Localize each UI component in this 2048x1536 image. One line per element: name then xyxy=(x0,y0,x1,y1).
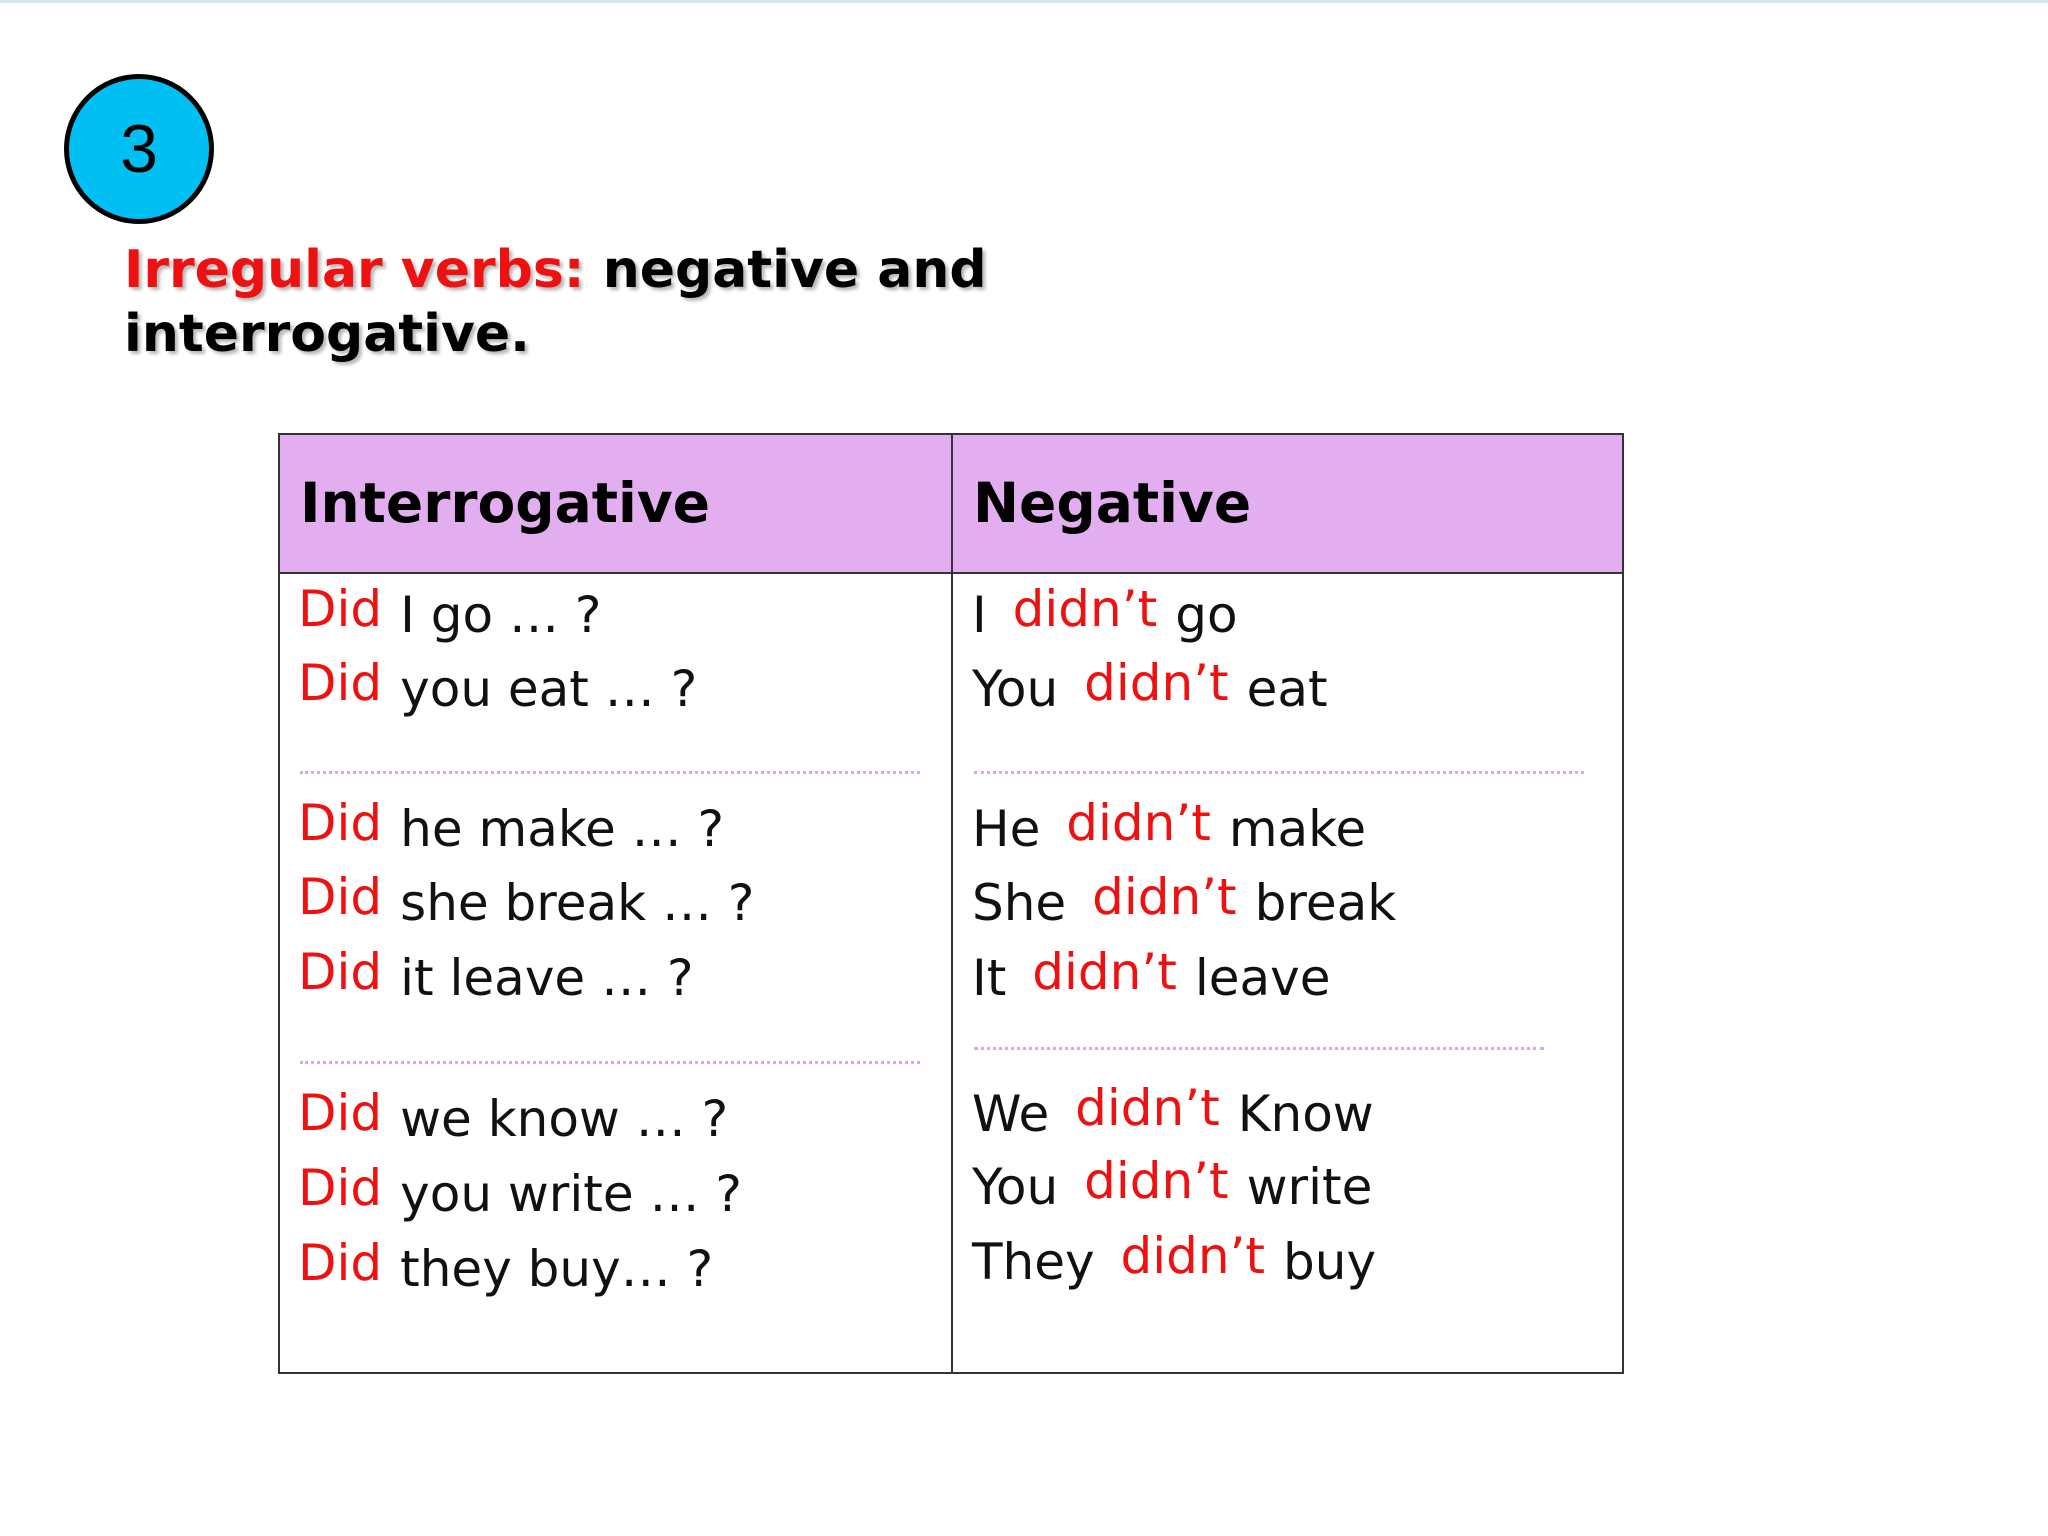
verb: Know xyxy=(1237,1085,1374,1143)
aux-didnt: didn’t xyxy=(1066,794,1211,852)
question-text: you write … ? xyxy=(400,1165,742,1223)
aux-didnt: didn’t xyxy=(1075,1079,1220,1137)
aux-did: Did xyxy=(298,794,383,852)
aux-did: Did xyxy=(298,580,383,638)
interrogative-row xyxy=(298,654,698,719)
question-text: he make … ? xyxy=(400,800,725,858)
verb: break xyxy=(1254,874,1397,932)
title-rest: negative and interrogative. xyxy=(124,240,987,364)
interrogative-row xyxy=(298,580,602,645)
title-highlight: Irregular verbs: xyxy=(124,240,585,300)
question-text: we know … ? xyxy=(400,1090,729,1148)
question-text: she break … ? xyxy=(400,874,755,932)
verb: buy xyxy=(1283,1233,1377,1291)
dotted-separator xyxy=(974,771,1584,774)
aux-didnt: didn’t xyxy=(1012,580,1158,638)
question-text: I go … ? xyxy=(400,586,602,644)
subject: You xyxy=(972,660,1075,718)
subject: They xyxy=(972,1233,1111,1291)
verb-table xyxy=(278,433,1624,1374)
dotted-separator xyxy=(974,1047,1544,1050)
verb: eat xyxy=(1246,660,1328,718)
subject: We xyxy=(972,1085,1066,1143)
negative-row xyxy=(972,654,1328,719)
subject: It xyxy=(972,949,1023,1007)
dotted-separator xyxy=(300,1061,920,1064)
negative-row xyxy=(972,580,1238,645)
negative-row xyxy=(972,794,1367,859)
question-text: you eat … ? xyxy=(400,660,698,718)
column-divider xyxy=(951,435,953,1372)
aux-did: Did xyxy=(298,1159,383,1217)
top-rule xyxy=(0,0,2048,3)
step-number-badge xyxy=(64,74,214,224)
negative-row xyxy=(972,1079,1374,1144)
aux-didnt: didn’t xyxy=(1092,868,1237,926)
step-number: 3 xyxy=(120,111,158,187)
aux-did: Did xyxy=(298,1084,383,1142)
interrogative-row xyxy=(298,868,755,933)
header-interrogative: Interrogative xyxy=(300,471,711,535)
dotted-separator xyxy=(300,771,920,774)
interrogative-row xyxy=(298,1234,714,1299)
subject: She xyxy=(972,874,1083,932)
negative-row xyxy=(972,1152,1373,1217)
verb: go xyxy=(1175,586,1238,644)
page-title xyxy=(124,238,1224,366)
interrogative-row xyxy=(298,794,725,859)
verb: write xyxy=(1246,1158,1373,1216)
aux-didnt: didn’t xyxy=(1120,1227,1266,1285)
verb: leave xyxy=(1194,949,1331,1007)
subject: He xyxy=(972,800,1057,858)
aux-did: Did xyxy=(298,943,383,1001)
aux-didnt: didn’t xyxy=(1084,654,1229,712)
question-text: they buy… ? xyxy=(400,1240,714,1298)
interrogative-row xyxy=(298,1159,742,1224)
aux-didnt: didn’t xyxy=(1084,1152,1229,1210)
negative-row xyxy=(972,868,1397,933)
aux-did: Did xyxy=(298,654,383,712)
interrogative-row xyxy=(298,943,694,1008)
question-text: it leave … ? xyxy=(400,949,694,1007)
aux-did: Did xyxy=(298,1234,383,1292)
negative-row xyxy=(972,1227,1377,1292)
aux-did: Did xyxy=(298,868,383,926)
aux-didnt: didn’t xyxy=(1032,943,1177,1001)
interrogative-row xyxy=(298,1084,729,1149)
verb: make xyxy=(1228,800,1367,858)
header-negative: Negative xyxy=(973,471,1252,535)
subject: I xyxy=(972,586,1003,644)
negative-row xyxy=(972,943,1331,1008)
subject: You xyxy=(972,1158,1075,1216)
